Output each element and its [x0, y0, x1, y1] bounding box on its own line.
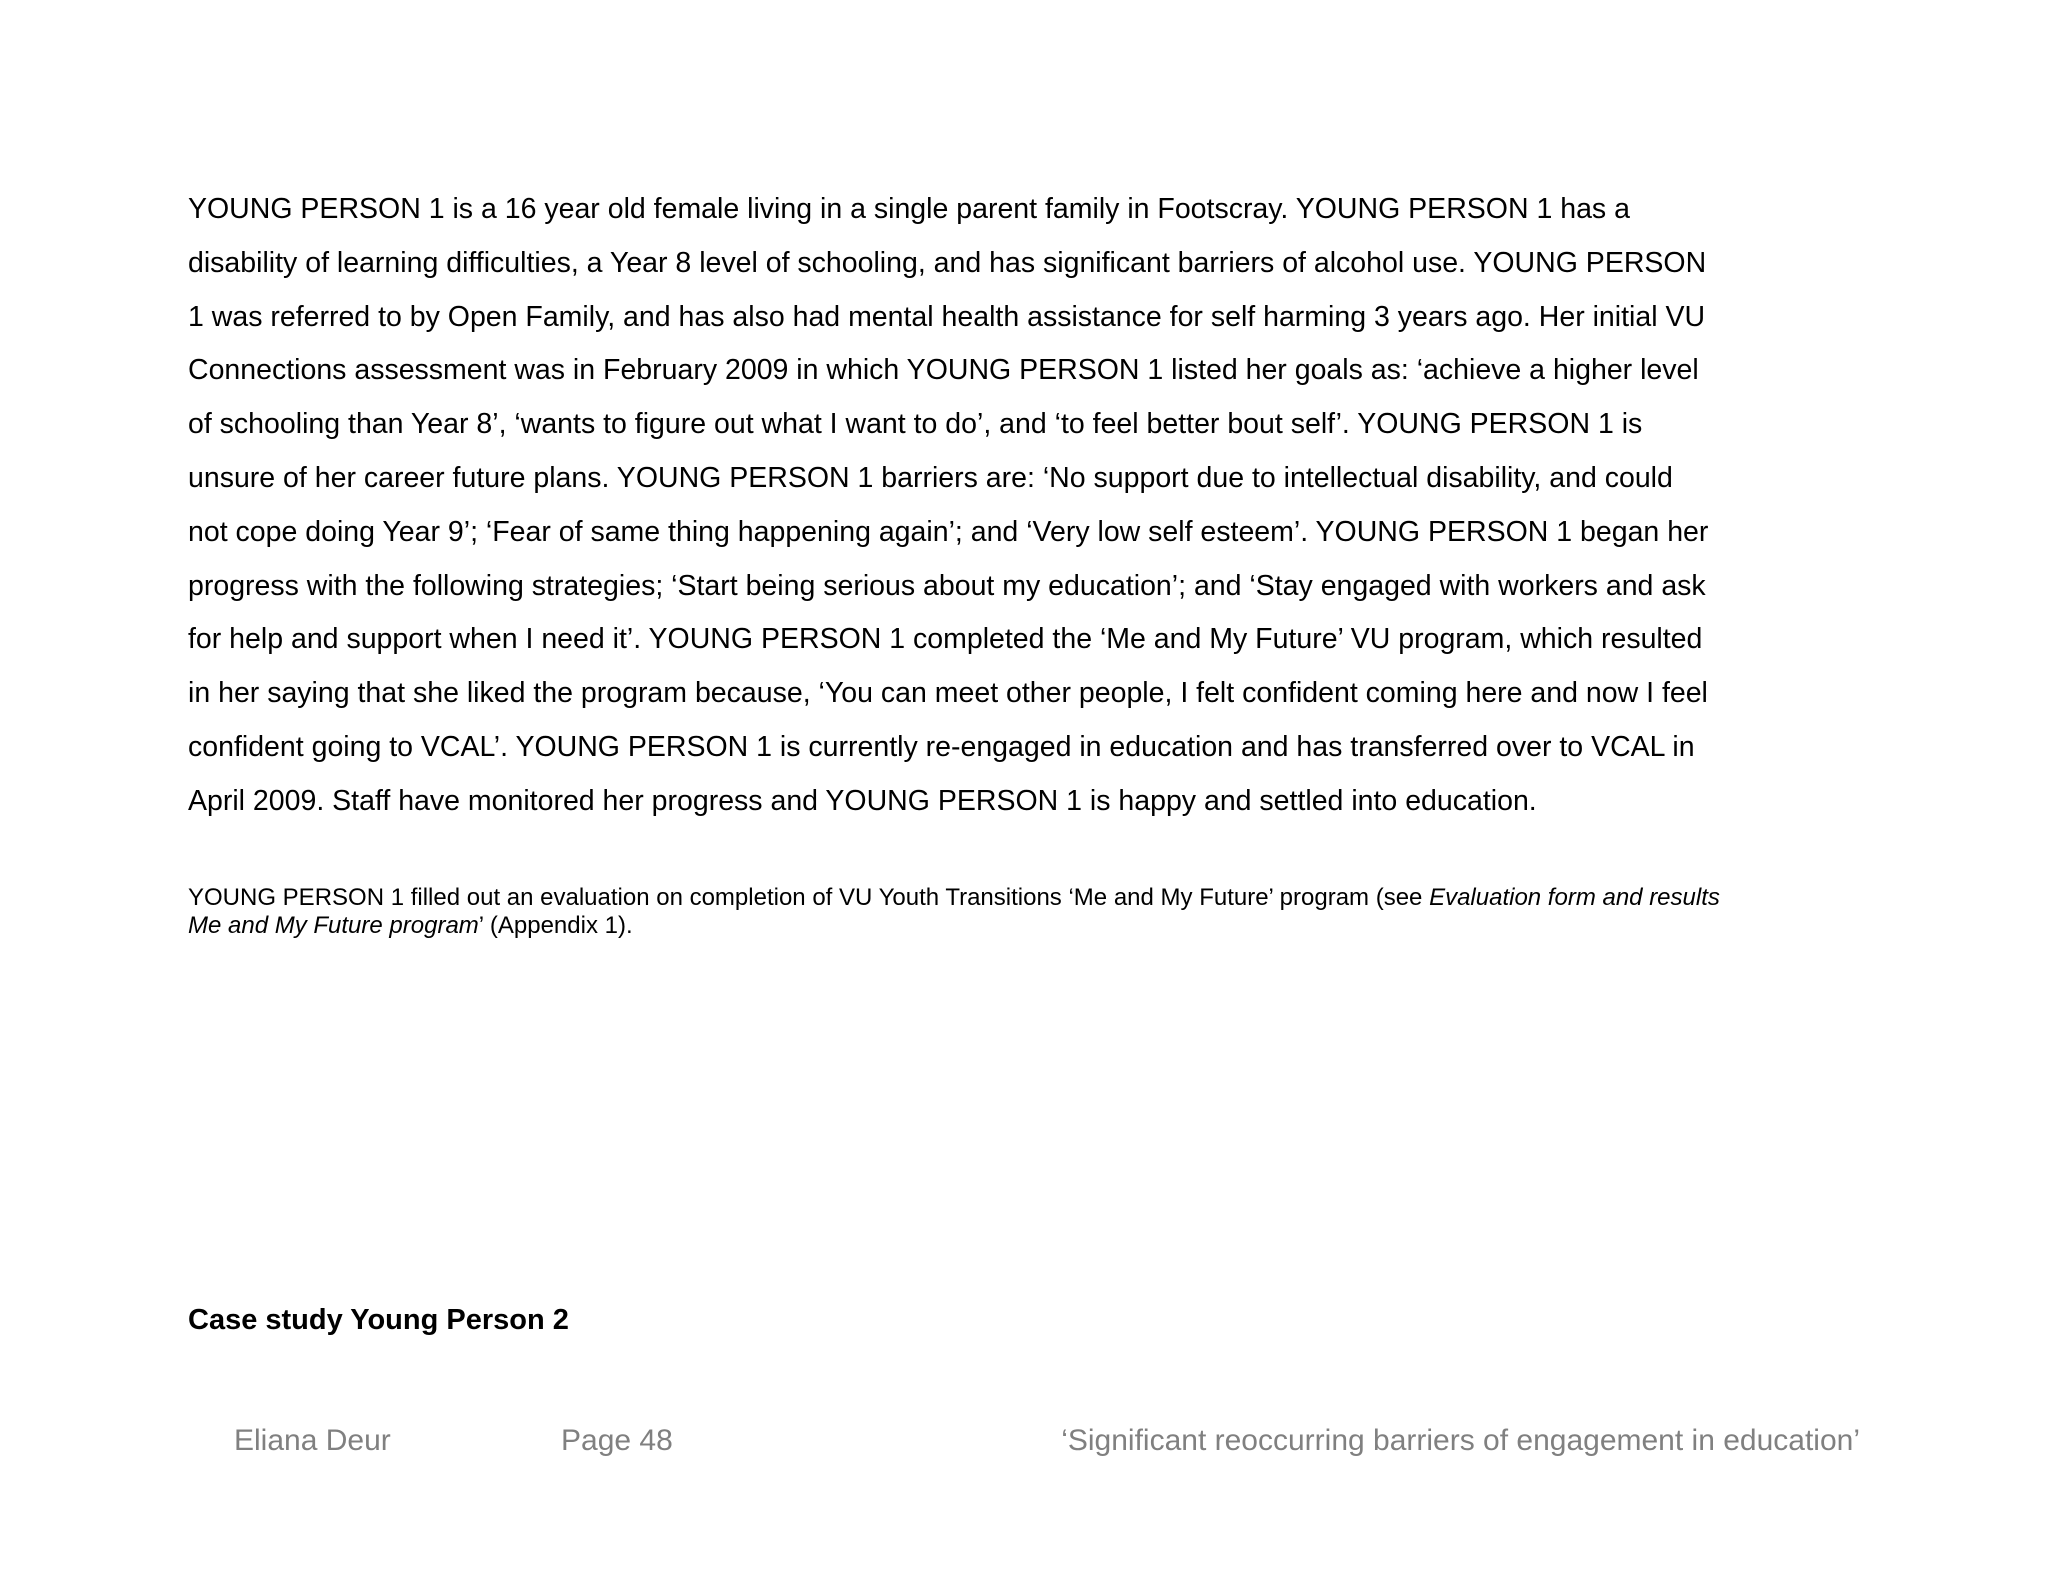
- paragraph-line: April 2009. Staff have monitored her progress and YOUNG PERSON 1 is happy and settled into education.: [188, 784, 1537, 817]
- paragraph-line: Connections assessment was in February 2009 in which YOUNG PERSON 1 listed her goals as: ‘achieve a higher level: [188, 354, 1699, 387]
- paragraph-line: confident going to VCAL’. YOUNG PERSON 1 is currently re-engaged in education and has transferred over to VCAL in: [188, 730, 1695, 763]
- section-heading: Case study Young Person 2: [188, 1304, 569, 1336]
- case-study-paragraph: [188, 183, 1888, 829]
- paragraph-line: in her saying that she liked the program because, ‘You can meet other people, I felt confident coming here and now I feel: [188, 677, 1708, 710]
- program-reference: Me and My Future program: [188, 912, 479, 939]
- paragraph-line: unsure of her career future plans. YOUNG PERSON 1 barriers are: ‘No support due to intellectual disability, and could: [188, 461, 1673, 494]
- footer-document-title: ‘Significant reoccurring barriers of engagement in education’: [1061, 1424, 1860, 1457]
- paragraph-line: for help and support when I need it’. YOUNG PERSON 1 completed the ‘Me and My Future’ VU program, which resulted: [188, 623, 1703, 656]
- evaluation-note-text: YOUNG PERSON 1 filled out an evaluation on completion of VU Youth Transitions ‘Me and My Future’ program (see: [188, 884, 1430, 911]
- paragraph-line: 1 was referred to by Open Family, and has also had mental health assistance for self harming 3 years ago. Her initial VU: [188, 300, 1706, 333]
- paragraph-line: disability of learning difficulties, a Year 8 level of schooling, and has significant barriers of alcohol use. YOUNG PERSON: [188, 246, 1707, 279]
- appendix-reference: ’ (Appendix 1).: [478, 912, 633, 939]
- footer-page-number: Page 48: [561, 1424, 673, 1457]
- evaluation-note-line-2: [188, 912, 1888, 940]
- paragraph-line: not cope doing Year 9’; ‘Fear of same thing happening again’; and ‘Very low self esteem’. YOUNG PERSON 1 began her: [188, 515, 1709, 548]
- paragraph-line: YOUNG PERSON 1 is a 16 year old female living in a single parent family in Footscray. YOUNG PERSON 1 has a: [188, 193, 1630, 225]
- evaluation-form-reference: Evaluation form and results: [1429, 884, 1720, 911]
- evaluation-note: [188, 884, 1888, 940]
- evaluation-note-line-1: [188, 884, 1888, 912]
- paragraph-line: of schooling than Year 8’, ‘wants to figure out what I want to do’, and ‘to feel better bout self’. YOUNG PERSON 1 is: [188, 408, 1643, 441]
- paragraph-line: progress with the following strategies; ‘Start being serious about my education’; and ‘Stay engaged with workers and ask: [188, 569, 1706, 602]
- footer-author: Eliana Deur: [234, 1424, 391, 1457]
